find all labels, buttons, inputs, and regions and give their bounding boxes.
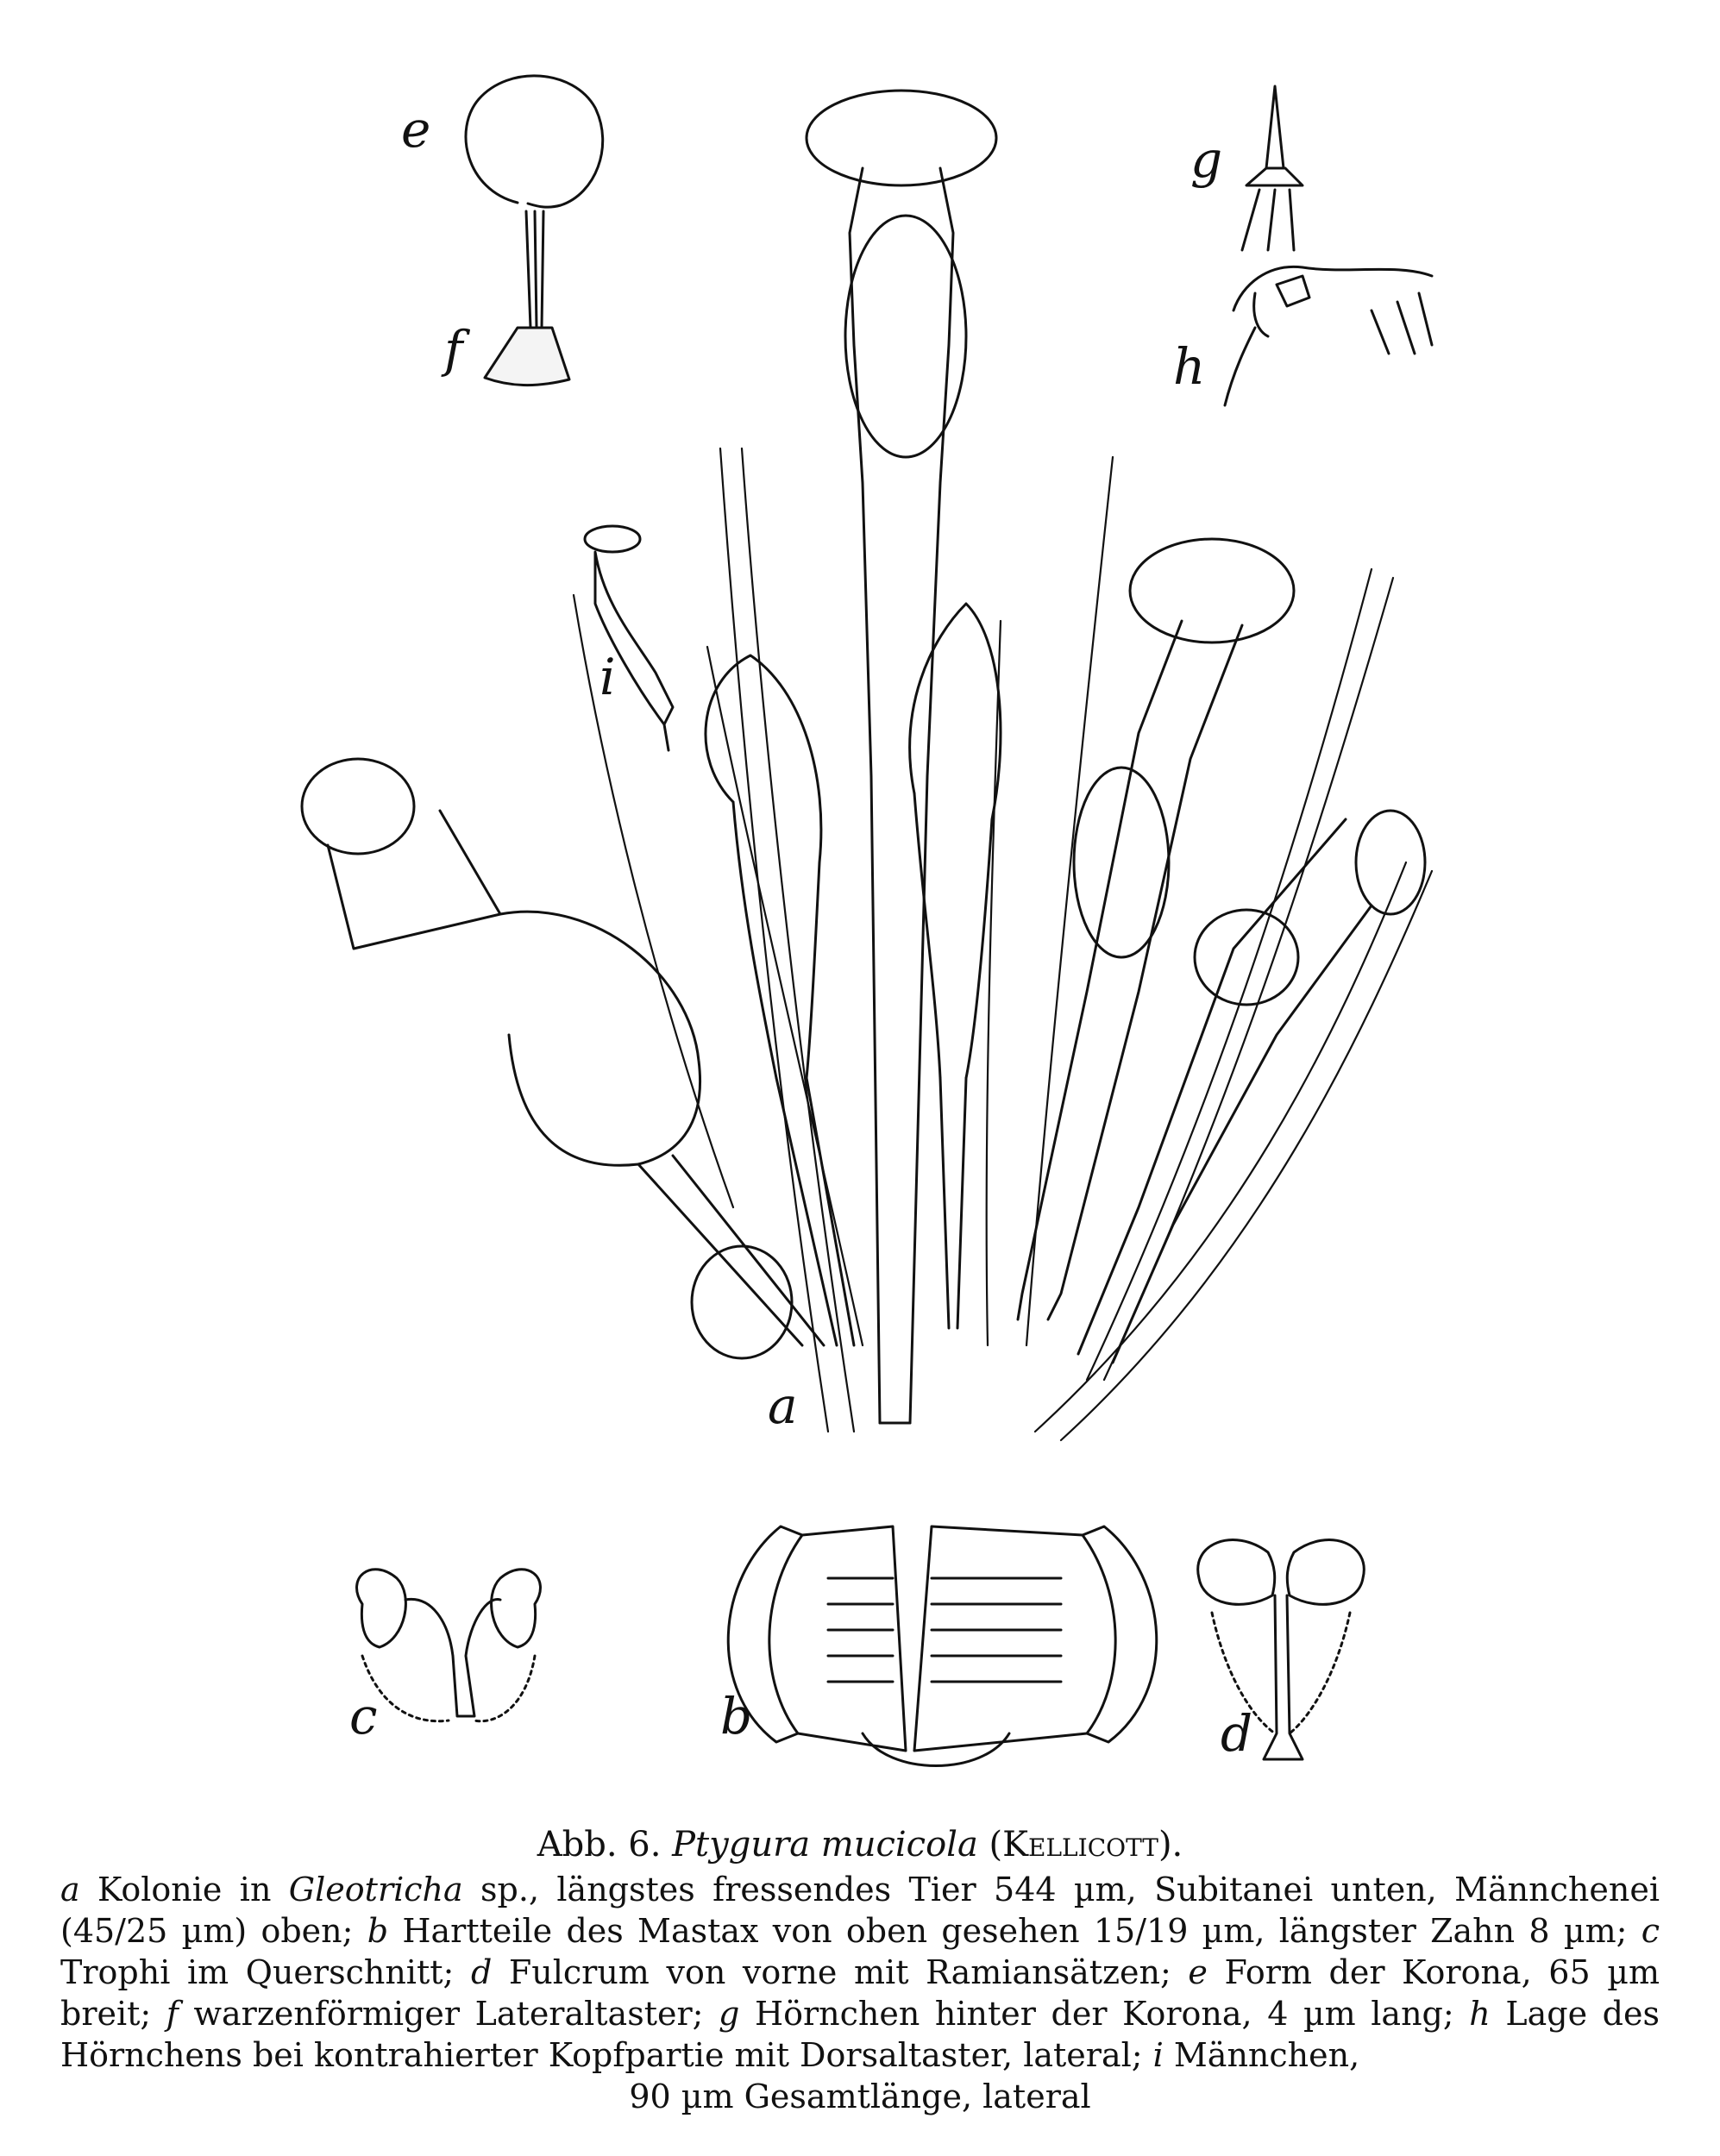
caption-text-a2: sp., längstes fressendes Tier 544 µm, Subitanei unten, Männchenei (45/25 µm) oben; <box>60 1871 1660 1950</box>
individual-right <box>1078 811 1425 1363</box>
panel-label-a: a <box>768 1376 798 1435</box>
panel-label-h: h <box>1173 337 1206 396</box>
caption-body <box>60 1869 1660 2076</box>
panel-label-e: e <box>401 100 431 159</box>
caption-label-c: c <box>1641 1912 1660 1950</box>
panel-label-i: i <box>599 648 616 706</box>
caption-last-line: 90 µm Gesamtlänge, lateral <box>629 2078 1091 2115</box>
trophi-section-c <box>357 1570 541 1721</box>
species-author: (Kellicott). <box>989 1825 1183 1865</box>
panel-label-d: d <box>1221 1704 1253 1763</box>
caption-text-f: warzenförmiger Lateraltaster; <box>178 1995 719 2033</box>
lateral-antenna-f <box>485 211 569 385</box>
caption-label-a: a <box>60 1871 80 1908</box>
panel-label-g: g <box>1190 130 1223 189</box>
caption-text-i: Männchen, <box>1163 2036 1360 2074</box>
caption-label-g: g <box>719 1995 740 2033</box>
caption-text-c: Trophi im Querschnitt; <box>60 1953 471 1991</box>
individual-right-upper <box>1018 539 1294 1319</box>
individual-left <box>302 759 824 1358</box>
individual-centre-left <box>706 655 854 1345</box>
caption-label-h: h <box>1469 1995 1491 2033</box>
caption-label-e: e <box>1188 1953 1208 1991</box>
horn-g <box>1242 86 1303 250</box>
caption-label-f: f <box>166 1995 179 2033</box>
caption-title <box>60 1824 1660 1865</box>
corona-shape-e <box>466 76 603 207</box>
mastax-b <box>728 1526 1157 1766</box>
species-name: Ptygura mucicola <box>672 1825 978 1865</box>
horn-position-h <box>1225 266 1432 405</box>
male-i <box>585 526 673 750</box>
figure-caption <box>60 1824 1660 2117</box>
figure-number: Abb. 6. <box>537 1825 662 1865</box>
caption-text-a1: Kolonie in <box>79 1871 289 1908</box>
caption-label-i: i <box>1152 2036 1164 2074</box>
caption-genus: Gleotricha <box>288 1871 463 1908</box>
caption-text-e: Form der Korona, 65 µm breit; <box>60 1953 1660 2033</box>
filaments <box>574 448 1432 1440</box>
caption-label-b: b <box>367 1912 389 1950</box>
caption-text-b: Hartteile des Mastax von oben gesehen 15/19 µm, längster Zahn 8 µm; <box>388 1912 1642 1950</box>
caption-text-d: Fulcrum von vorne mit Ramiansätzen; <box>492 1953 1189 1991</box>
caption-label-d: d <box>470 1953 493 1991</box>
caption-text-g: Hörnchen hinter der Korona, 4 µm lang; <box>739 1995 1470 2033</box>
panel-label-c: c <box>349 1687 378 1745</box>
panel-label-f: f <box>444 320 463 379</box>
caption-text-h: Lage des Hörnchens bei kontrahierter Kopfpartie mit Dorsaltaster, lateral; <box>60 1995 1660 2074</box>
panel-label-b: b <box>720 1687 753 1745</box>
